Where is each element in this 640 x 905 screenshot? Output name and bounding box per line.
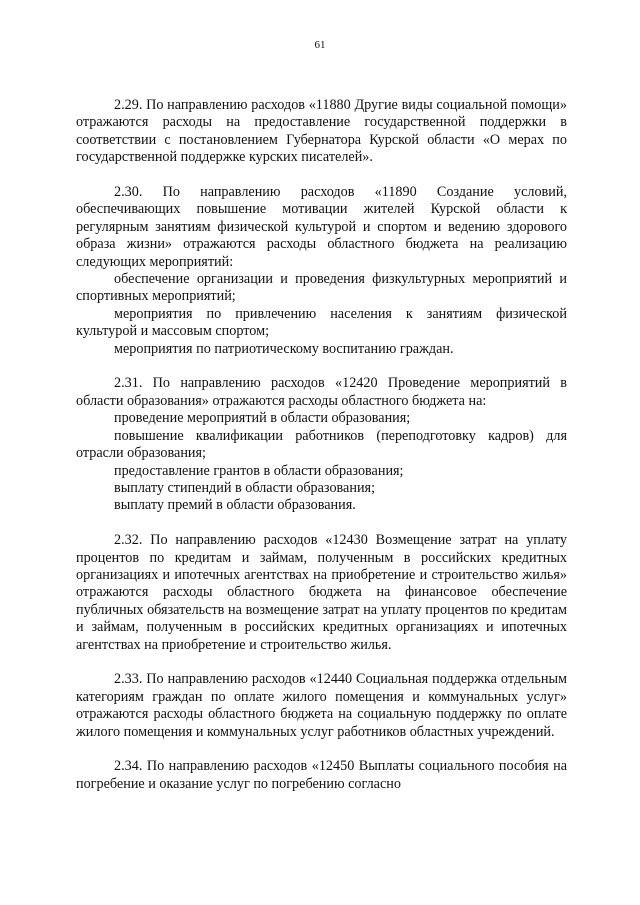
section-heading-paragraph: 2.32. По направлению расходов «12430 Возмещение затрат на уплату процентов по кредитам и займам, полученным в российских кредитных организациях и ипотечных агентствах на приобретение и строительство жилья» отражаются расходы областного бюджета на финансовое обеспечение публичных обязательств на возмещение затрат на уплату процентов по кредитам и займам, полученным в российских кредитных организациях и ипотечных агентствах на приобретение и строительство жилья. — [76, 532, 567, 653]
section-heading-paragraph: 2.33. По направлению расходов «12440 Социальная поддержка отдельным категориям граждан по оплате жилого помещения и коммунальных услуг» отражаются расходы областного бюджета на социальную поддержку по оплате жилого помещения и коммунальных услуг работников областных учреждений. — [76, 671, 567, 740]
page-number: 61 — [314, 39, 326, 51]
section-heading-paragraph: 2.30. По направлению расходов «11890 Создание условий, обеспечивающих повышение мотивации жителей Курской области к регулярным занятиям физической культурой и спортом и ведению здорового образа жизни» отражаются расходы областного бюджета на реализацию следующих мероприятий: — [76, 184, 567, 270]
list-item-paragraph: предоставление грантов в области образования; — [114, 462, 404, 479]
list-item-paragraph: выплату премий в области образования. — [114, 497, 356, 514]
section-4 — [76, 532, 567, 654]
section-2 — [76, 184, 567, 358]
section-6 — [76, 758, 567, 793]
section-heading-paragraph: 2.29. По направлению расходов «11880 Другие виды социальной помощи» отражаются расходы на предоставление государственной поддержки в соответствии с постановлением Губернатора Курской области «О мерах по государственной поддержке курских писателей». — [76, 97, 567, 166]
section-heading-paragraph: 2.34. По направлению расходов «12450 Выплаты социального пособия на погребение и оказание услуг по погребению согласно — [76, 758, 567, 792]
list-item-paragraph: обеспечение организации и проведения физкультурных мероприятий и спортивных мероприятий; — [76, 271, 567, 305]
section-1 — [76, 97, 567, 167]
document-body — [76, 97, 567, 811]
section-5 — [76, 671, 567, 741]
list-item-paragraph: проведение мероприятий в области образования; — [114, 410, 411, 427]
list-item-paragraph: выплату стипендий в области образования; — [114, 479, 376, 496]
section-3 — [76, 375, 567, 514]
section-heading-paragraph: 2.31. По направлению расходов «12420 Проведение мероприятий в области образования» отражаются расходы областного бюджета на: — [76, 375, 567, 409]
list-item-paragraph: мероприятия по привлечению населения к занятиям физической культурой и массовым спортом; — [76, 305, 567, 340]
list-item-paragraph: повышение квалификации работников (переподготовку кадров) для отрасли образования; — [76, 427, 567, 462]
list-item-paragraph: мероприятия по патриотическому воспитанию граждан. — [114, 340, 454, 357]
